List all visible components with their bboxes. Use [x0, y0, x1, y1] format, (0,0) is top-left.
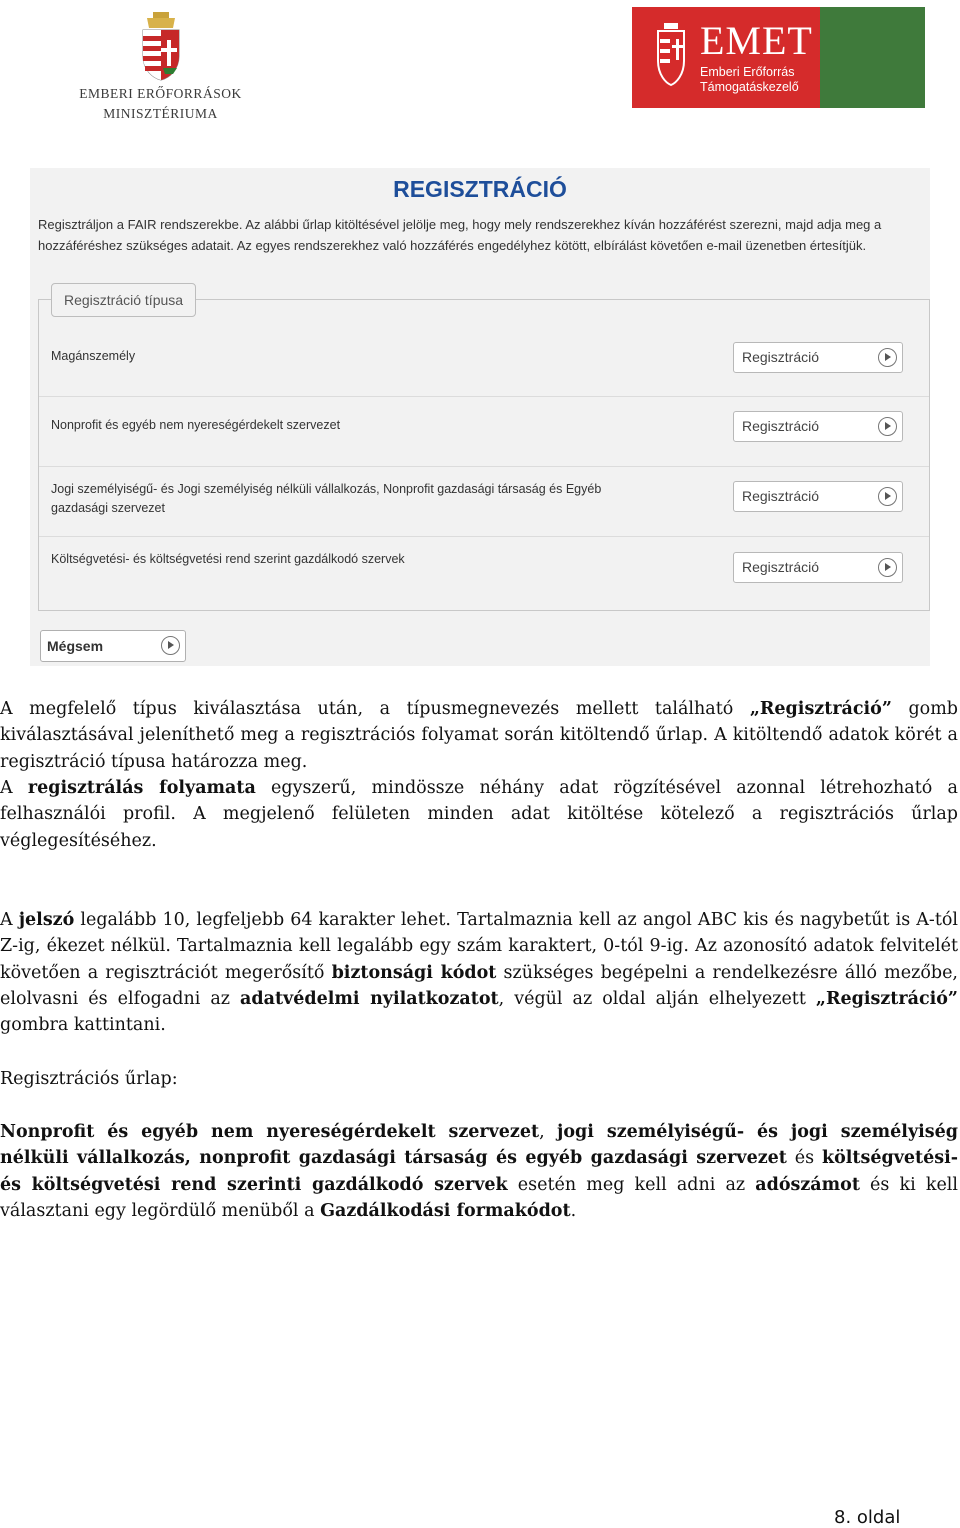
paragraph-registration-process [0, 775, 958, 854]
row-label: Költségvetési- és költségvetési rend szerint gazdálkodó szervek [51, 552, 405, 566]
register-button-label: Regisztráció [742, 349, 820, 365]
bold-span: költségvetési- és költségvetési rend szerinti gazdálkodó szervek [0, 1148, 958, 1195]
text-span: és ki kell választani egy legördülő menüből a [0, 1174, 958, 1221]
cancel-button[interactable] [40, 630, 186, 662]
ministry-name-line1: EMBERI ERŐFORRÁSOK [79, 86, 242, 101]
bold-span: biztonsági kódot [331, 962, 497, 983]
emet-logo-green-panel [820, 7, 925, 108]
text-span: gombra kattintani. [0, 1015, 166, 1036]
row-divider [39, 396, 929, 397]
registration-screenshot [30, 168, 930, 666]
text-span: . [570, 1200, 577, 1221]
bold-span: „Regisztráció” [815, 988, 958, 1009]
cancel-button-label: Mégsem [47, 638, 104, 654]
ministry-name-line2: MINISZTÉRIUMA [103, 106, 218, 121]
paragraph-type-selection [0, 696, 958, 775]
row-label: Jogi személyiségű- és Jogi személyiség nélküli vállalkozás, Nonprofit gazdasági társaság és Egyéb gazdasági szervezet [51, 482, 602, 515]
paragraph-password-rules [0, 907, 958, 1038]
register-button-label: Regisztráció [742, 418, 820, 434]
register-button-private[interactable] [733, 342, 903, 373]
register-button-nonprofit[interactable] [733, 411, 903, 442]
paragraph-tax-number [0, 1119, 958, 1224]
register-button-label: Regisztráció [742, 559, 820, 575]
register-button-business[interactable] [733, 481, 903, 512]
registration-type-legend: Regisztráció típusa [51, 283, 196, 317]
bold-span: jelszó [18, 910, 75, 930]
row-divider [39, 466, 929, 467]
emet-subtitle-line2: Támogatáskezelő [700, 80, 799, 94]
arrow-right-icon [161, 636, 180, 655]
text-span: esetén meg kell adni az [507, 1174, 756, 1195]
registration-intro: Regisztráljon a FAIR rendszerekbe. Az alábbi űrlap kitöltésével jelölje meg, hogy mely rendszerekhez kíván hozzáférést szerezni, majd adja meg a hozzáféréshez szükséges adatait. Az egyes rendszerekhez való hozzáférés engedélyhez kötött, elbírálást követően e-mail üzenetben értesítjük. [38, 217, 882, 253]
text-span: legalább 10, legfeljebb 64 karakter lehet. Tartalmaznia kell az angol ABC kis és nagybetűt is A-tól Z-ig, ékezet nélkül. Tartalmaznia kell legalább egy szám karaktert, 0-tól 9-ig. Az azonosító adatok felvitelét követően a regisztrációt megerősítő [0, 910, 958, 983]
register-button-budgetary[interactable] [733, 552, 903, 583]
emet-title: EMET [700, 18, 813, 63]
coat-of-arms-icon [133, 10, 189, 82]
row-divider [39, 536, 929, 537]
arrow-right-icon [878, 417, 897, 436]
text-span: , végül az oldal alján elhelyezett [498, 988, 816, 1009]
text-span: szükséges begépelni a rendelkezésre álló mezőbe, elolvasni és elfogadni az [0, 962, 958, 1009]
text-span: , [539, 1122, 558, 1142]
ministry-logo [78, 10, 243, 125]
emet-subtitle-line1: Emberi Erőforrás [700, 65, 795, 79]
emet-subtitle [700, 65, 799, 95]
arrow-right-icon [878, 348, 897, 367]
row-label: Magánszemély [51, 349, 136, 363]
bold-span: jogi személyiségű- és jogi személyiség nélküli vállalkozás, nonprofit gazdasági társaság és egyéb gazdasági szervezet [0, 1122, 958, 1169]
registration-type-fieldset [38, 292, 930, 611]
arrow-right-icon [878, 558, 897, 577]
arrow-right-icon [878, 487, 897, 506]
text-span: A [0, 910, 19, 930]
bold-span: regisztrálás folyamata [27, 778, 256, 798]
row-label: Nonprofit és egyéb nem nyereségérdekelt szervezet [51, 418, 341, 432]
bold-span: „Regisztráció” [749, 699, 892, 719]
bold-span: Nonprofit és egyéb nem nyereségérdekelt szervezet [0, 1122, 540, 1142]
paragraph-form-heading: Regisztrációs űrlap: [0, 1069, 178, 1089]
text-span: és [786, 1148, 822, 1169]
emet-crest-icon [652, 21, 690, 91]
text-span: A megfelelő típus kiválasztása után, a típusmegnevezés mellett található [0, 699, 750, 719]
text-span: gomb kiválasztásával jeleníthető meg a regisztrációs folyamat során kitöltendő űrlap. A kitöltendő adatok körét a regisztráció típusa határozza meg. [0, 699, 958, 772]
emet-logo [632, 7, 925, 108]
register-button-label: Regisztráció [742, 488, 820, 504]
text-span: A [0, 778, 28, 798]
bold-span: adatvédelmi nyilatkozatot [240, 988, 499, 1009]
text-span: egyszerű, mindössze néhány adat rögzítésével azonnal létrehozható a felhasználói profil. A megjelenő felületen minden adat kitöltése kötelező a regisztrációs űrlap véglegesítéséhez. [0, 778, 958, 851]
page-number: 8. oldal [834, 1507, 901, 1528]
registration-title: REGISZTRÁCIÓ [393, 176, 567, 202]
bold-span: adószámot [755, 1174, 860, 1195]
bold-span: Gazdálkodási formakódot [320, 1200, 571, 1221]
